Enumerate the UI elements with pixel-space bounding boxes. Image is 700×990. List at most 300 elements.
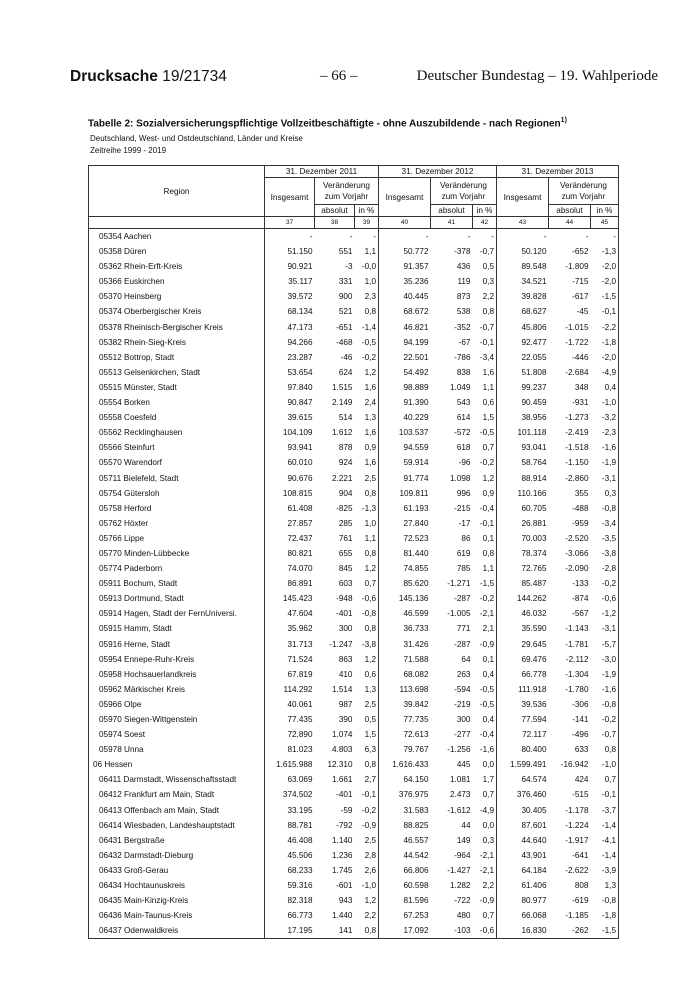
region-cell: 05382 Rhein-Sieg-Kreis xyxy=(89,335,265,350)
change-pct-cell: 1,7 xyxy=(473,772,497,787)
change-abs-cell: -722 xyxy=(454,896,471,906)
change-abs-cell: -1.185 xyxy=(565,911,589,921)
change-abs-cell: -277 xyxy=(454,730,471,740)
total-cell: 59.316 xyxy=(265,878,315,893)
region-cell: 05766 Lippe xyxy=(89,531,265,546)
table-row xyxy=(89,229,619,245)
total-cell: 29.645 xyxy=(497,637,549,652)
table-row xyxy=(89,561,619,576)
change-abs-cell: -964 xyxy=(454,850,471,860)
change-abs-cell: 543 xyxy=(456,398,471,408)
total-cell: - xyxy=(265,229,315,245)
change-pct-cell: -3,1 xyxy=(591,621,619,636)
change-abs-cell: 1.745 xyxy=(332,865,353,875)
region-cell: 05513 Gelsenkirchen, Stadt xyxy=(89,365,265,380)
change-pct-cell: -0,1 xyxy=(473,516,497,531)
change-abs-cell: - xyxy=(585,232,589,241)
change-pct-cell: -4,9 xyxy=(591,365,619,380)
total-cell: 35.117 xyxy=(265,274,315,289)
change-pct-cell: -1,2 xyxy=(591,606,619,621)
change-pct-cell: 0,7 xyxy=(473,908,497,923)
change-pct-cell: 1,2 xyxy=(355,652,379,667)
region-cell: 05758 Herford xyxy=(89,501,265,516)
total-cell: 104.109 xyxy=(265,425,315,440)
total-cell: 22.501 xyxy=(379,350,431,365)
percent-header: in % xyxy=(355,205,379,217)
table-row xyxy=(89,878,619,893)
table-row xyxy=(89,908,619,923)
change-pct-cell: 2,2 xyxy=(355,908,379,923)
change-abs-cell: 614 xyxy=(456,413,471,423)
table-row xyxy=(89,576,619,591)
total-cell: 114.292 xyxy=(265,682,315,697)
region-cell: 05913 Dortmund, Stadt xyxy=(89,591,265,606)
percent-header: in % xyxy=(473,205,497,217)
change-pct-cell: 1,2 xyxy=(355,893,379,908)
total-cell: 110.166 xyxy=(497,486,549,501)
absolute-header: absolut xyxy=(549,205,591,217)
total-cell: 90.459 xyxy=(497,395,549,410)
change-abs-cell: -1.612 xyxy=(447,805,471,815)
change-pct-cell: 1,2 xyxy=(355,561,379,576)
change-pct-cell: -0,1 xyxy=(591,304,619,319)
change-pct-cell: -0,5 xyxy=(355,335,379,350)
change-abs-cell: -1.178 xyxy=(565,805,589,815)
total-cell: 68.082 xyxy=(379,667,431,682)
table-row xyxy=(89,244,619,259)
change-abs-cell: -641 xyxy=(572,850,589,860)
total-cell: - xyxy=(497,229,549,245)
total-cell: 51.808 xyxy=(497,365,549,380)
total-cell: 69.476 xyxy=(497,652,549,667)
total-cell: 99.237 xyxy=(497,380,549,395)
total-cell: 54.492 xyxy=(379,365,431,380)
change-pct-cell: -0,9 xyxy=(473,637,497,652)
change-abs-cell: 436 xyxy=(456,262,471,272)
region-cell: 06435 Main-Kinzig-Kreis xyxy=(89,893,265,908)
region-cell: 05554 Borken xyxy=(89,395,265,410)
region-cell: 05911 Bochum, Stadt xyxy=(89,576,265,591)
change-pct-cell: 0,9 xyxy=(473,486,497,501)
page-number: – 66 – xyxy=(320,68,358,84)
region-cell: 06437 Odenwaldkreis xyxy=(89,923,265,939)
change-abs-cell: 2.473 xyxy=(450,790,471,800)
total-cell: 77.735 xyxy=(379,712,431,727)
region-cell: 05362 Rhein-Erft-Kreis xyxy=(89,259,265,274)
change-abs-cell: -2.419 xyxy=(565,428,589,438)
change-abs-cell: 4.803 xyxy=(332,745,353,755)
total-cell: 36.733 xyxy=(379,621,431,636)
total-cell: 17.092 xyxy=(379,923,431,939)
total-cell: 92.477 xyxy=(497,335,549,350)
total-cell: 31.713 xyxy=(265,637,315,652)
total-cell: 60.705 xyxy=(497,501,549,516)
change-pct-cell: -0,0 xyxy=(355,259,379,274)
column-number: 41 xyxy=(431,217,473,229)
change-abs-cell: -46 xyxy=(340,352,353,362)
total-cell: 26.881 xyxy=(497,516,549,531)
change-abs-cell: 149 xyxy=(456,835,471,845)
change-abs-cell: 410 xyxy=(338,669,353,679)
change-pct-cell: 1,1 xyxy=(355,531,379,546)
change-abs-cell: -215 xyxy=(454,503,471,513)
total-cell: 90.847 xyxy=(265,395,315,410)
change-pct-cell: -3,8 xyxy=(591,546,619,561)
total-cell: 64.184 xyxy=(497,863,549,878)
change-pct-cell: -1,9 xyxy=(591,667,619,682)
total-cell: 71.524 xyxy=(265,652,315,667)
change-abs-cell: -825 xyxy=(336,503,353,513)
parliament-label: Deutscher Bundestag – 19. Wahlperiode xyxy=(416,68,658,84)
total-cell: 40.229 xyxy=(379,410,431,425)
total-cell: 93.041 xyxy=(497,440,549,455)
total-cell: 58.764 xyxy=(497,455,549,470)
change-pct-cell: -1,5 xyxy=(591,923,619,939)
change-abs-cell: -948 xyxy=(336,594,353,604)
percent-header: in % xyxy=(591,205,619,217)
table-row xyxy=(89,546,619,561)
change-pct-cell: 0,6 xyxy=(355,667,379,682)
table-row xyxy=(89,365,619,380)
region-cell: 06412 Frankfurt am Main, Stadt xyxy=(89,787,265,802)
table-row xyxy=(89,486,619,501)
region-cell: 05366 Euskirchen xyxy=(89,274,265,289)
total-cell: 60.598 xyxy=(379,878,431,893)
change-abs-cell: 771 xyxy=(456,624,471,634)
change-pct-cell: 0,1 xyxy=(473,652,497,667)
change-abs-cell: -2.520 xyxy=(565,533,589,543)
change-pct-cell: 2,3 xyxy=(355,289,379,304)
change-abs-cell: -931 xyxy=(572,398,589,408)
column-number: 44 xyxy=(549,217,591,229)
change-abs-cell: -287 xyxy=(454,594,471,604)
table-row xyxy=(89,682,619,697)
table-row xyxy=(89,787,619,802)
total-cell: 80.821 xyxy=(265,546,315,561)
table-subtitle-period: Zeitreihe 1999 - 2019 xyxy=(90,146,167,155)
change-abs-cell: -219 xyxy=(454,699,471,709)
change-pct-cell: -0,2 xyxy=(355,803,379,818)
table-row xyxy=(89,712,619,727)
change-pct-cell: 2,7 xyxy=(355,772,379,787)
total-cell: 39.536 xyxy=(497,697,549,712)
total-cell: 16.830 xyxy=(497,923,549,939)
change-pct-cell: - xyxy=(591,229,619,245)
change-abs-cell: -1.722 xyxy=(565,337,589,347)
change-abs-cell: -45 xyxy=(576,307,589,317)
table-subtitle-scope: Deutschland, West- und Ostdeutschland, Länder und Kreise xyxy=(90,134,303,143)
change-pct-cell: -3,4 xyxy=(591,516,619,531)
total-header: Insgesamt xyxy=(265,178,315,217)
table-row xyxy=(89,289,619,304)
change-pct-cell: -0,8 xyxy=(591,697,619,712)
data-table xyxy=(88,165,619,939)
total-cell: 66.778 xyxy=(497,667,549,682)
doc-label: Drucksache xyxy=(70,68,158,85)
total-cell: 47.604 xyxy=(265,606,315,621)
change-pct-cell: -1,6 xyxy=(591,440,619,455)
total-cell: 53.654 xyxy=(265,365,315,380)
change-abs-cell: -103 xyxy=(431,923,473,939)
change-pct-cell: -0,1 xyxy=(591,787,619,802)
total-cell: 91.357 xyxy=(379,259,431,274)
total-cell: 1.616.433 xyxy=(379,757,431,772)
change-pct-cell: -3,0 xyxy=(591,652,619,667)
change-pct-cell: -2,0 xyxy=(591,350,619,365)
total-cell: 35.962 xyxy=(265,621,315,636)
region-cell: 05916 Herne, Stadt xyxy=(89,637,265,652)
total-cell: 81.596 xyxy=(379,893,431,908)
change-pct-cell: 0,9 xyxy=(355,440,379,455)
change-pct-cell: -0,7 xyxy=(473,320,497,335)
total-cell: 31.583 xyxy=(379,803,431,818)
change-abs-cell: -959 xyxy=(572,518,589,528)
header-row-years xyxy=(89,166,619,178)
change-pct-cell: 1,6 xyxy=(473,365,497,380)
change-pct-cell: 0,7 xyxy=(473,787,497,802)
change-pct-cell: -2,8 xyxy=(591,561,619,576)
column-number: 43 xyxy=(497,217,549,229)
change-abs-cell: 300 xyxy=(456,715,471,724)
total-cell: 94.199 xyxy=(379,335,431,350)
region-cell: 05558 Coesfeld xyxy=(89,410,265,425)
change-abs-cell: 996 xyxy=(456,488,471,498)
table-row xyxy=(89,410,619,425)
table-row xyxy=(89,727,619,742)
change-abs-cell: 514 xyxy=(338,413,353,423)
change-abs-cell: -1.143 xyxy=(565,624,589,634)
change-abs-cell: -401 xyxy=(336,790,353,800)
change-pct-cell: 1,6 xyxy=(355,455,379,470)
change-abs-cell: 863 xyxy=(338,654,353,664)
change-pct-cell: -3,7 xyxy=(591,803,619,818)
change-abs-cell: -446 xyxy=(572,352,589,362)
change-abs-cell: 987 xyxy=(338,699,353,709)
total-cell: 61.406 xyxy=(497,878,549,893)
change-abs-cell: -1.273 xyxy=(565,413,589,423)
change-pct-cell: -3,9 xyxy=(591,863,619,878)
total-cell: 89.548 xyxy=(497,259,549,274)
change-pct-cell: -1,3 xyxy=(355,501,379,516)
change-abs-cell: 2.221 xyxy=(332,473,353,483)
change-pct-cell: -2,0 xyxy=(591,274,619,289)
region-cell: 05354 Aachen xyxy=(89,229,265,245)
region-cell: 06433 Groß-Gerau xyxy=(89,863,265,878)
total-cell: 103.537 xyxy=(379,425,431,440)
table-row xyxy=(89,274,619,289)
change-pct-cell: 0,8 xyxy=(355,304,379,319)
change-pct-cell: 1,1 xyxy=(355,244,379,259)
change-abs-cell: -1.150 xyxy=(565,458,589,468)
total-cell: 72.437 xyxy=(265,531,315,546)
change-abs-cell: -652 xyxy=(572,247,589,257)
change-abs-cell: -16.942 xyxy=(560,760,589,770)
table-row xyxy=(89,440,619,455)
change-abs-cell: 1.074 xyxy=(332,730,353,740)
region-cell: 05512 Bottrop, Stadt xyxy=(89,350,265,365)
change-pct-cell: -1,6 xyxy=(473,742,497,757)
total-cell: 27.857 xyxy=(265,516,315,531)
change-pct-cell: 0,1 xyxy=(473,531,497,546)
change-abs-cell: -352 xyxy=(454,322,471,332)
total-cell: 23.287 xyxy=(265,350,315,365)
change-abs-cell: 924 xyxy=(338,458,353,468)
change-pct-cell: -0,9 xyxy=(473,893,497,908)
change-pct-cell: -0,7 xyxy=(591,727,619,742)
change-abs-cell: 618 xyxy=(456,443,471,453)
change-pct-cell: 2,1 xyxy=(473,621,497,636)
change-pct-cell: 0,4 xyxy=(473,712,497,727)
change-pct-cell: 1,0 xyxy=(355,516,379,531)
total-cell: 1.599.491 xyxy=(497,757,549,772)
change-abs-cell: -617 xyxy=(572,292,589,302)
region-cell: 05515 Münster, Stadt xyxy=(89,380,265,395)
change-pct-cell: 0,0 xyxy=(473,818,497,833)
year-header: 31. Dezember 2011 xyxy=(265,166,379,178)
table-row xyxy=(89,893,619,908)
change-pct-cell: - xyxy=(355,229,379,245)
total-cell: 374.502 xyxy=(265,787,315,802)
change-pct-cell: -3,8 xyxy=(355,637,379,652)
total-cell: 68.233 xyxy=(265,863,315,878)
change-abs-cell: -619 xyxy=(572,896,589,906)
change-pct-cell: 1,3 xyxy=(591,878,619,893)
change-abs-cell: -1.256 xyxy=(447,745,471,755)
change-abs-cell: -3 xyxy=(345,262,353,272)
total-cell: 111.918 xyxy=(497,682,549,697)
change-abs-cell: 64 xyxy=(461,654,471,664)
change-abs-cell: -1.427 xyxy=(447,865,471,875)
change-pct-cell: -1,3 xyxy=(591,244,619,259)
table-row xyxy=(89,425,619,440)
total-cell: 85.620 xyxy=(379,576,431,591)
change-pct-cell: -1,8 xyxy=(591,335,619,350)
change-pct-cell: -5,7 xyxy=(591,637,619,652)
table-row xyxy=(89,848,619,863)
change-abs-cell: -1.780 xyxy=(565,684,589,694)
change-abs-cell: -306 xyxy=(572,699,589,709)
region-cell: 05370 Heinsberg xyxy=(89,289,265,304)
table-row xyxy=(89,757,619,772)
total-cell: 68.672 xyxy=(379,304,431,319)
absolute-header: absolut xyxy=(431,205,473,217)
region-cell: 05974 Soest xyxy=(89,727,265,742)
change-abs-cell: 904 xyxy=(338,488,353,498)
table-row xyxy=(89,652,619,667)
total-cell: 46.821 xyxy=(379,320,431,335)
change-pct-cell: -4,9 xyxy=(473,803,497,818)
change-abs-cell: -96 xyxy=(458,458,471,468)
total-cell: 45.806 xyxy=(497,320,549,335)
total-cell: 68.627 xyxy=(497,304,549,319)
region-cell: 05358 Düren xyxy=(89,244,265,259)
total-cell: 72.765 xyxy=(497,561,549,576)
region-cell: 05570 Warendorf xyxy=(89,455,265,470)
change-pct-cell: 1,2 xyxy=(473,471,497,486)
change-pct-cell: -0,9 xyxy=(355,818,379,833)
table-row xyxy=(89,923,619,939)
change-abs-cell: -141 xyxy=(572,715,589,724)
change-abs-cell: 878 xyxy=(338,443,353,453)
change-abs-cell: 521 xyxy=(338,307,353,317)
change-abs-cell: -1.809 xyxy=(565,262,589,272)
change-abs-cell: -401 xyxy=(336,609,353,619)
change-pct-cell: -0,5 xyxy=(473,425,497,440)
total-cell: 88.825 xyxy=(379,818,431,833)
region-cell: 06411 Darmstadt, Wissenschaftsstadt xyxy=(89,772,265,787)
total-cell: 64.150 xyxy=(379,772,431,787)
total-cell: 66.068 xyxy=(497,908,549,923)
total-cell: 63.069 xyxy=(265,772,315,787)
table-body xyxy=(89,229,619,939)
change-pct-cell: -3,5 xyxy=(591,531,619,546)
change-abs-cell: 808 xyxy=(574,881,589,891)
table-row xyxy=(89,320,619,335)
change-pct-cell: 0,3 xyxy=(591,486,619,501)
change-abs-cell: 900 xyxy=(338,292,353,302)
total-cell: 1.615.988 xyxy=(265,757,315,772)
total-cell: 72.890 xyxy=(265,727,315,742)
region-cell: 05762 Höxter xyxy=(89,516,265,531)
total-cell: 51.150 xyxy=(265,244,315,259)
total-cell: 78.374 xyxy=(497,546,549,561)
change-pct-cell: -2,3 xyxy=(591,425,619,440)
region-header: Region xyxy=(89,166,265,217)
table-row xyxy=(89,742,619,757)
change-abs-cell: -3.066 xyxy=(565,548,589,558)
total-cell: 91.774 xyxy=(379,471,431,486)
column-number: 45 xyxy=(591,217,619,229)
change-abs-cell: -874 xyxy=(572,594,589,604)
region-cell: 06 Hessen xyxy=(89,757,265,772)
change-abs-cell: 1.098 xyxy=(450,473,471,483)
change-pct-cell: -0,8 xyxy=(591,501,619,516)
region-cell: 05966 Olpe xyxy=(89,697,265,712)
change-pct-cell: -1,5 xyxy=(473,576,497,591)
change-abs-cell: 1.514 xyxy=(332,684,353,694)
change-abs-cell: 633 xyxy=(574,745,589,755)
change-abs-cell: 1.612 xyxy=(332,428,353,438)
change-abs-cell: -786 xyxy=(454,352,471,362)
change-pct-cell: -0,5 xyxy=(473,697,497,712)
region-cell: 05954 Ennepe-Ruhr-Kreis xyxy=(89,652,265,667)
table-title-text: Tabelle 2: Sozialversicherungspflichtige Vollzeitbeschäftigte - ohne Auszubildende - nach Regionen xyxy=(88,118,561,130)
change-pct-cell: 1,6 xyxy=(355,425,379,440)
change-abs-cell: 44 xyxy=(461,820,471,830)
change-pct-cell: 1,3 xyxy=(355,410,379,425)
change-pct-cell: -0,8 xyxy=(355,606,379,621)
change-abs-cell: 1.049 xyxy=(450,382,471,392)
total-cell: 74.855 xyxy=(379,561,431,576)
change-abs-cell: -496 xyxy=(572,730,589,740)
change-abs-cell: -2.090 xyxy=(565,564,589,574)
table-row xyxy=(89,863,619,878)
change-abs-cell: -2.684 xyxy=(565,367,589,377)
change-pct-cell: - xyxy=(473,229,497,245)
change-pct-cell: 2,6 xyxy=(355,863,379,878)
total-cell: 101.118 xyxy=(497,425,549,440)
change-pct-cell: -4,1 xyxy=(591,833,619,848)
change-abs-cell: -2.622 xyxy=(565,865,589,875)
change-abs-cell: 355 xyxy=(574,488,589,498)
change-pct-cell: -0,2 xyxy=(355,350,379,365)
total-cell: 81.440 xyxy=(379,546,431,561)
total-cell: 79.767 xyxy=(379,742,431,757)
region-cell: 06414 Wiesbaden, Landeshauptstadt xyxy=(89,818,265,833)
table-row xyxy=(89,335,619,350)
change-pct-cell: -0,1 xyxy=(355,787,379,802)
change-abs-cell: -1.005 xyxy=(447,609,471,619)
